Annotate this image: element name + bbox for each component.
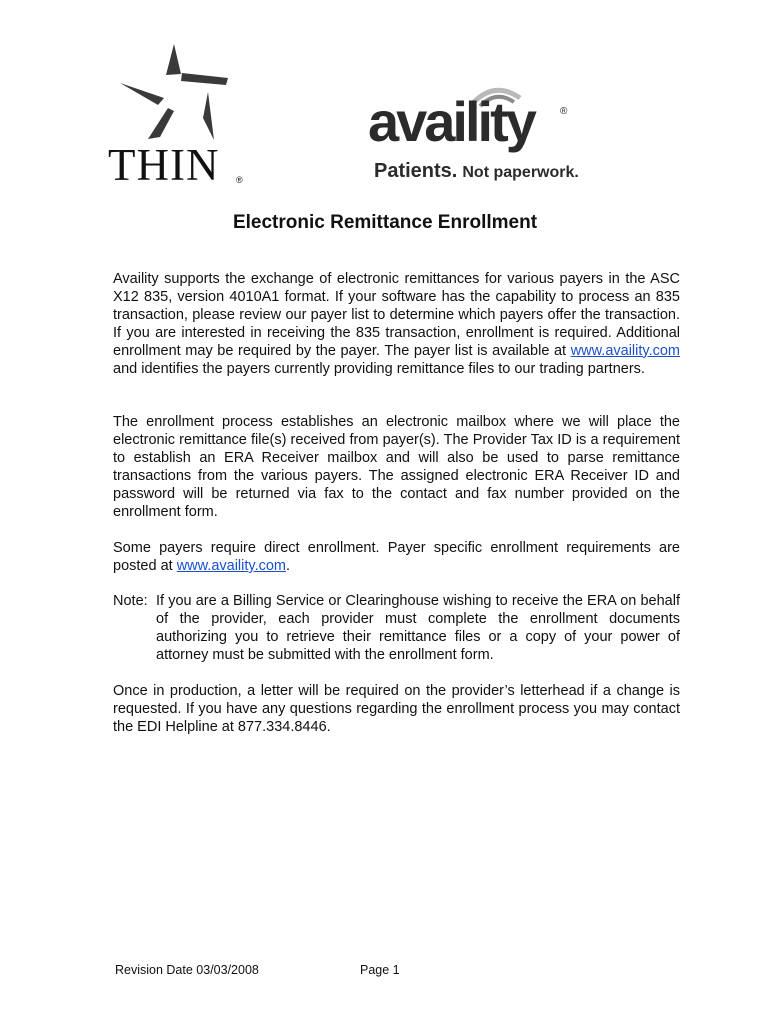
thin-logo: [108, 40, 258, 190]
page-number: Page 1: [360, 963, 400, 977]
thin-registered-mark: ®: [236, 175, 243, 185]
note-label: Note:: [113, 593, 148, 609]
availity-link[interactable]: www.availity.com: [176, 557, 286, 574]
availity-tagline: [374, 160, 579, 183]
paragraph-text: and identifies the payers currently providing remittance files to our trading partners.: [113, 360, 645, 377]
page-title: Electronic Remittance Enrollment: [232, 212, 538, 233]
tagline-rest: Not paperwork.: [462, 164, 579, 181]
paragraph-enrollment-process: The enrollment process establishes an electronic mailbox where we will place the electronic remittance file(s) received from payer(s). The Provider Tax ID is a requirement to establish an ERA Receiver mailbox and will also be used to parse remittance transactions from the various payers. The assigned electronic ERA Receiver ID and password will be returned via fax to the contact and fax number provided on the enrollment form.: [113, 414, 680, 520]
revision-date: Revision Date 03/03/2008: [115, 963, 259, 977]
availity-link[interactable]: www.availity.com: [570, 342, 680, 359]
availity-registered-mark: ®: [560, 106, 568, 117]
paragraph-intro: [113, 271, 680, 378]
star-icon: [108, 40, 258, 145]
paragraph-direct-enrollment: [113, 540, 680, 576]
thin-wordmark: THIN: [108, 140, 220, 190]
availity-logo: [368, 80, 588, 190]
paragraph-text: Some payers require direct enrollment. Payer specific enrollment requirements are posted at: [113, 540, 680, 574]
note-text: If you are a Billing Service or Clearinghouse wishing to receive the ERA on behalf of the provider, each provider must complete the enrollment documents authorizing you to retrieve their remittance files or a copy of your power of attorney must be submitted with the enrollment form.: [156, 593, 680, 663]
availity-wordmark: availity: [368, 90, 534, 153]
tagline-bold: Patients.: [374, 160, 458, 182]
paragraph-text: .: [286, 557, 291, 574]
paragraph-text: Availity supports the exchange of electronic remittances for various payers in the ASC X12 835, version 4010A1 format. If your software has the capability to process an 835 transaction, please review our payer list to determine which payers offer the transaction. If you are interested in receiving the 835 transaction, enrollment is required. Additional enrollment may be required by the payer. The payer list is available at: [113, 271, 680, 359]
paragraph-production: Once in production, a letter will be required on the provider’s letterhead if a change is requested. If you have any questions regarding the enrollment process you may contact the EDI Helpline at 877.334.8446.: [113, 683, 680, 735]
